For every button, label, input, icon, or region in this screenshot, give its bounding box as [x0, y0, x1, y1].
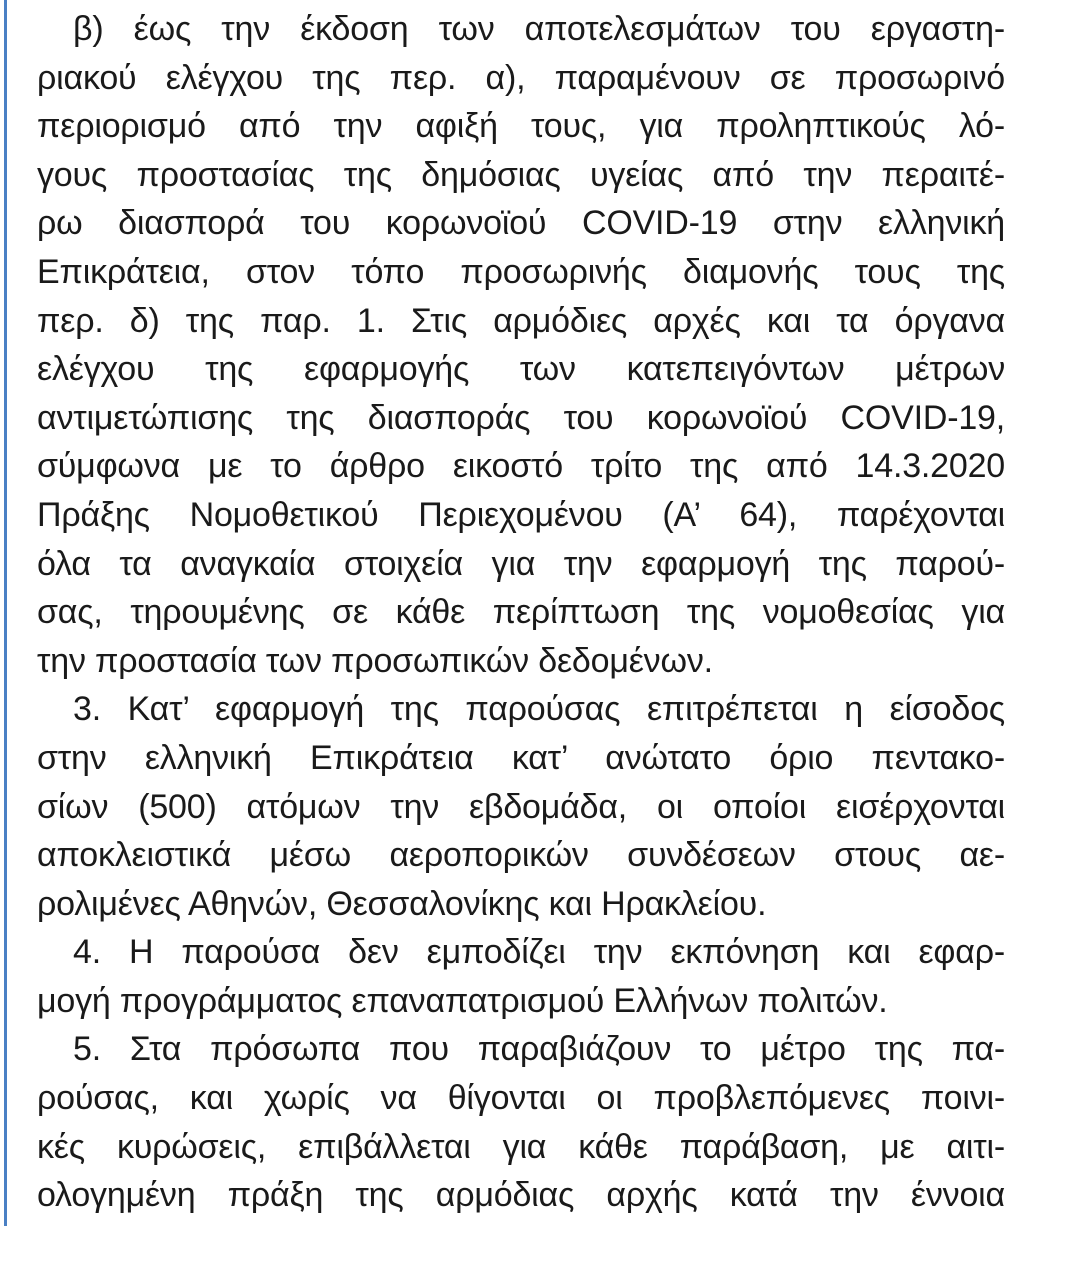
- text-line: περιορισμό από την αφιξή τους, για προληπτικούς λό-: [37, 107, 1005, 146]
- text-line: 3. Κατ’ εφαρμογή της παρούσας επιτρέπεται η είσοδος: [73, 690, 1005, 729]
- text-line: περ. δ) της παρ. 1. Στις αρμόδιες αρχές και τα όργανα: [37, 301, 1005, 340]
- text-line: σίων (500) ατόμων την εβδομάδα, οι οποίοι εισέρχονται: [37, 787, 1005, 826]
- text-line: μογή προγράμματος επαναπατρισμού Ελλήνων πολιτών.: [37, 981, 888, 1020]
- text-line: την προστασία των προσωπικών δεδομένων.: [37, 641, 713, 680]
- text-line: σας, τηρουμένης σε κάθε περίπτωση της νομοθεσίας για: [37, 593, 1005, 632]
- text-line: γους προστασίας της δημόσιας υγείας από την περαιτέ-: [37, 155, 1005, 194]
- text-line: όλα τα αναγκαία στοιχεία για την εφαρμογή της παρού-: [37, 544, 1005, 583]
- document-text-column: [37, 5, 1005, 1220]
- text-line: 5. Στα πρόσωπα που παραβιάζουν το μέτρο της πα-: [73, 1030, 1005, 1069]
- text-line: αποκλειστικά μέσω αεροπορικών συνδέσεων στους αε-: [37, 836, 1005, 875]
- text-line: ρω διασπορά του κορωνοϊού COVID-19 στην ελληνική: [37, 204, 1005, 243]
- text-line: ελέγχου της εφαρμογής των κατεπειγόντων μέτρων: [37, 350, 1005, 389]
- text-line: ριακού ελέγχου της περ. α), παραμένουν σε προσωρινό: [37, 58, 1005, 97]
- text-line: αντιμετώπισης της διασποράς του κορωνοϊού COVID-19,: [37, 398, 1005, 437]
- text-line: κές κυρώσεις, επιβάλλεται για κάθε παράβαση, με αιτι-: [37, 1127, 1005, 1166]
- text-line: Επικράτεια, στον τόπο προσωρινής διαμονής τους της: [37, 252, 1005, 291]
- text-line: ρολιμένες Αθηνών, Θεσσαλονίκης και Ηρακλείου.: [37, 884, 767, 923]
- text-line: Πράξης Νομοθετικού Περιεχομένου (Α’ 64), παρέχονται: [37, 495, 1005, 534]
- margin-rule: [4, 0, 7, 1226]
- text-line: σύμφωνα με το άρθρο εικοστό τρίτο της από 14.3.2020: [37, 447, 1005, 486]
- text-line: β) έως την έκδοση των αποτελεσμάτων του εργαστη-: [73, 10, 1005, 48]
- text-line: στην ελληνική Επικράτεια κατ’ ανώτατο όριο πεντακο-: [37, 738, 1005, 777]
- text-line: ρούσας, και χωρίς να θίγονται οι προβλεπόμενες ποινι-: [37, 1079, 1005, 1118]
- text-line: ολογημένη πράξη της αρμόδιας αρχής κατά την έννοια: [37, 1176, 1005, 1215]
- text-line: 4. Η παρούσα δεν εμποδίζει την εκπόνηση και εφαρ-: [73, 933, 1005, 972]
